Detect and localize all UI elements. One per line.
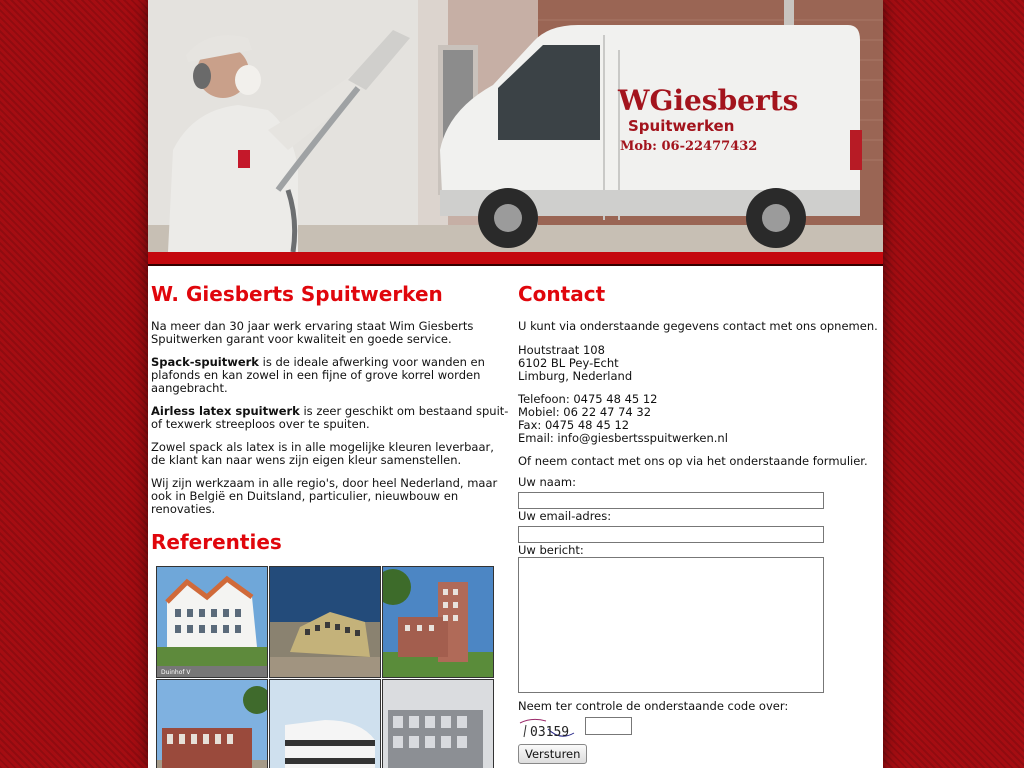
header-photo bbox=[148, 0, 883, 252]
reference-thumb-6[interactable] bbox=[382, 679, 494, 768]
contact-mobile: Mobiel: 06 22 47 74 32 bbox=[518, 405, 652, 419]
contact-numbers bbox=[518, 393, 880, 445]
address-street: Houtstraat 108 bbox=[518, 343, 605, 357]
captcha-label: Neem ter controle de onderstaande code over: bbox=[518, 699, 789, 713]
references-gallery bbox=[156, 566, 504, 768]
spack-paragraph bbox=[151, 356, 511, 395]
captcha-row bbox=[518, 715, 880, 743]
van-logo-sub: Spuitwerken bbox=[628, 117, 735, 135]
form-intro: Of neem contact met ons op via het onderstaande formulier. bbox=[518, 454, 868, 468]
contact-phone: Telefoon: 0475 48 45 12 bbox=[518, 392, 658, 406]
reference-thumb-1[interactable] bbox=[156, 566, 268, 678]
contact-form bbox=[518, 476, 880, 764]
van-logo-text: WGiesberts bbox=[618, 84, 799, 117]
spack-term: Spack-spuitwerk bbox=[151, 355, 259, 369]
latex-text: is zeer geschikt om bestaand spuit- of texwerk streeploos over te spuiten. bbox=[151, 404, 509, 431]
contact-intro: U kunt via onderstaande gegevens contact met ons opnemen. bbox=[518, 319, 878, 333]
submit-button[interactable]: Versturen bbox=[518, 744, 587, 764]
reference-thumb-4[interactable] bbox=[156, 679, 268, 768]
van-logo-phone: Mob: 06-22477432 bbox=[620, 139, 758, 154]
header-divider bbox=[148, 252, 883, 266]
header-banner bbox=[148, 0, 883, 252]
latex-term: Airless latex spuitwerk bbox=[151, 404, 300, 418]
thumb-caption: Duinhof V bbox=[161, 669, 191, 676]
name-label: Uw naam: bbox=[518, 475, 576, 489]
intro-column bbox=[151, 282, 511, 768]
message-textarea[interactable] bbox=[518, 557, 824, 693]
contact-fax: Fax: 0475 48 45 12 bbox=[518, 418, 630, 432]
region-paragraph: Wij zijn werkzaam in alle regio's, door heel Nederland, maar ook in België en Duitsland, particulier, nieuwbouw en renovaties. bbox=[151, 476, 498, 516]
page-container bbox=[148, 0, 883, 768]
contact-address bbox=[518, 344, 880, 383]
email-input[interactable] bbox=[518, 526, 824, 543]
contact-title: Contact bbox=[518, 282, 606, 306]
name-input[interactable] bbox=[518, 492, 824, 509]
reference-thumb-3[interactable] bbox=[382, 566, 494, 678]
captcha-image bbox=[518, 715, 578, 743]
page-title: W. Giesberts Spuitwerken bbox=[151, 282, 443, 306]
captcha-code: 03159 bbox=[530, 725, 570, 740]
intro-paragraph: Na meer dan 30 jaar werk ervaring staat Wim Giesberts Spuitwerken garant voor kwaliteit en goede service. bbox=[151, 319, 474, 346]
reference-thumb-5[interactable] bbox=[269, 679, 381, 768]
contact-email: Email: info@giesbertsspuitwerken.nl bbox=[518, 431, 728, 445]
reference-thumb-2[interactable] bbox=[269, 566, 381, 678]
message-label: Uw bericht: bbox=[518, 543, 584, 557]
captcha-input[interactable] bbox=[585, 717, 632, 735]
address-region: Limburg, Nederland bbox=[518, 369, 633, 383]
address-zip-city: 6102 BL Pey-Echt bbox=[518, 356, 619, 370]
references-title: Referenties bbox=[151, 530, 282, 554]
colors-paragraph: Zowel spack als latex is in alle mogelijke kleuren leverbaar, de klant kan naar wens zijn eigen kleur samenstellen. bbox=[151, 440, 494, 467]
email-label: Uw email-adres: bbox=[518, 509, 612, 523]
latex-paragraph bbox=[151, 405, 511, 431]
spack-text: is de ideale afwerking voor wanden en plafonds en kan zowel in een fijne of grove korrel worden aangebracht. bbox=[151, 355, 485, 395]
contact-column bbox=[518, 282, 880, 764]
